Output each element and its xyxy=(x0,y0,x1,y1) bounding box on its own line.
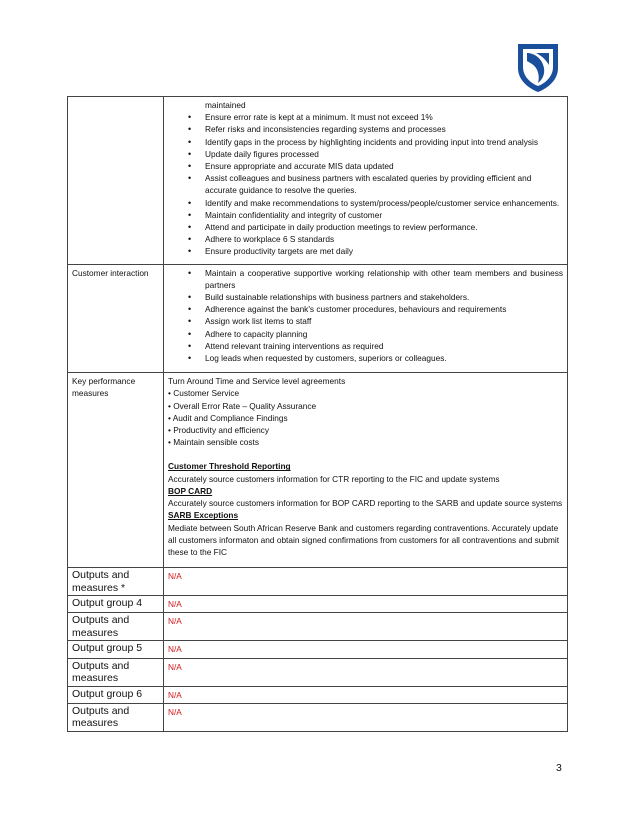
row-label: Customer interaction xyxy=(68,264,164,373)
list-item: • Update daily figures processed xyxy=(168,148,563,160)
kpi-item: • Maintain sensible costs xyxy=(168,437,259,448)
output-label: Outputs and measures * xyxy=(68,568,164,596)
list-item: • Ensure productivity targets are met daily xyxy=(168,245,563,257)
customer-interaction-row xyxy=(68,264,568,373)
kpi-item: • Audit and Compliance Findings xyxy=(168,412,288,423)
output-value: N/A xyxy=(164,568,568,596)
responsibility-list xyxy=(168,111,563,257)
page-number: 3 xyxy=(556,762,562,774)
kpi-item: • Customer Service xyxy=(168,388,240,399)
list-item: • Adhere to capacity planning xyxy=(168,328,563,340)
list-item: • Maintain a cooperative supportive working relationship with other team members and business partners xyxy=(168,267,563,291)
kpi-item: • Productivity and efficiency xyxy=(168,425,269,436)
list-item: • Ensure appropriate and accurate MIS data updated xyxy=(168,160,563,172)
list-item: • Attend and participate in daily production meetings to review performance. xyxy=(168,221,563,233)
list-item: • Assist colleagues and business partners with escalated queries by providing efficient and accurate guidance to resolve the queries. xyxy=(168,172,563,196)
list-item: • Adhere to workplace 6 S standards xyxy=(168,233,563,245)
list-item: • Maintain confidentiality and integrity of customer xyxy=(168,209,563,221)
output-row xyxy=(68,641,568,658)
output-label: Output group 4 xyxy=(68,596,164,613)
shield-logo-icon xyxy=(510,38,566,94)
output-label: Outputs and measures xyxy=(68,703,164,731)
interaction-list xyxy=(168,267,563,365)
list-item: • Log leads when requested by customers, superiors or colleagues. xyxy=(168,352,563,364)
output-value: N/A xyxy=(164,703,568,731)
section-text: Accurately source customers information for BOP CARD reporting to the SARB and update source systems xyxy=(168,498,563,509)
output-row xyxy=(68,568,568,596)
kpi-cell xyxy=(164,373,568,568)
row-label-empty xyxy=(68,97,164,265)
job-profile-table xyxy=(67,96,568,732)
output-label: Output group 5 xyxy=(68,641,164,658)
section-text: Accurately source customers information for CTR reporting to the FIC and update systems xyxy=(168,473,500,484)
list-item: • Adherence against the bank's customer procedures, behaviours and requirements xyxy=(168,303,563,315)
list-item: • Identify gaps in the process by highlighting incidents and providing input into trend analysis xyxy=(168,136,563,148)
section-heading: SARB Exceptions xyxy=(168,510,239,521)
row-label: Key performance measures xyxy=(68,373,164,568)
output-value: N/A xyxy=(164,641,568,658)
list-item: • Identify and make recommendations to system/process/people/customer service enhancements. xyxy=(168,197,563,209)
section-heading: BOP CARD xyxy=(168,485,213,496)
customer-interaction-cell xyxy=(164,264,568,373)
output-row xyxy=(68,686,568,703)
responsibilities-cell xyxy=(164,97,568,265)
output-row xyxy=(68,613,568,641)
output-value: N/A xyxy=(164,613,568,641)
output-value: N/A xyxy=(164,686,568,703)
list-item: • Refer risks and inconsistencies regarding systems and processes xyxy=(168,123,563,135)
output-row xyxy=(68,658,568,686)
list-item: • Attend relevant training interventions as required xyxy=(168,340,563,352)
output-label: Outputs and measures xyxy=(68,658,164,686)
output-label: Output group 6 xyxy=(68,686,164,703)
kpi-row xyxy=(68,373,568,568)
output-row xyxy=(68,596,568,613)
kpi-item: • Overall Error Rate – Quality Assurance xyxy=(168,400,317,411)
responsibilities-row xyxy=(68,97,568,265)
continuation-text: maintained xyxy=(205,100,246,110)
section-heading: Customer Threshold Reporting xyxy=(168,461,291,472)
list-item: • Ensure error rate is kept at a minimum. It must not exceed 1% xyxy=(168,111,563,123)
output-value: N/A xyxy=(164,596,568,613)
kpi-intro: Turn Around Time and Service level agreements xyxy=(168,376,346,387)
output-value: N/A xyxy=(164,658,568,686)
output-label: Outputs and measures xyxy=(68,613,164,641)
list-item: • Assign work list items to staff xyxy=(168,315,563,327)
section-text: Mediate between South African Reserve Bank and customers regarding contraventions. Accurately update all customers informaton and obtain signed confirmations from customers for all contraventions and submit these to the FIC xyxy=(168,522,560,557)
output-row xyxy=(68,703,568,731)
list-item: • Build sustainable relationships with business partners and stakeholders. xyxy=(168,291,563,303)
